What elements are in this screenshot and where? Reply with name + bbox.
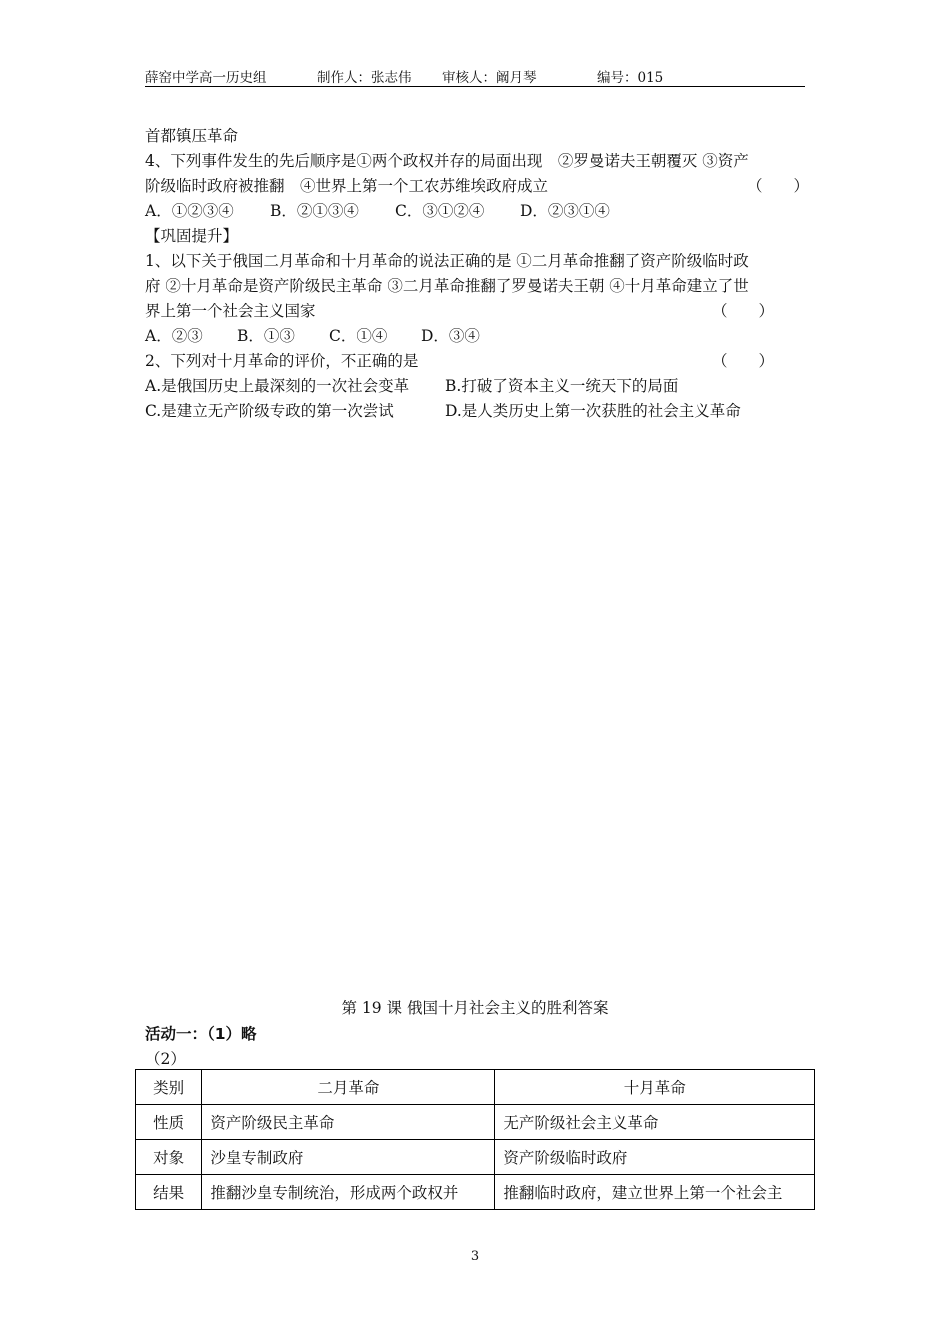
question-2-text: 2、下列对十月革命的评价，不正确的是 <box>145 352 419 370</box>
option-c: C.是建立无产阶级专政的第一次尝试 <box>145 402 394 420</box>
table-header-cell: 二月革命 <box>202 1070 495 1105</box>
activity-1-text: （1）略 <box>207 1025 257 1043</box>
question-2-options-cd <box>145 399 810 424</box>
header-maker: 制作人：张志伟 <box>317 70 412 86</box>
question-1-text: 界上第一个社会主义国家 <box>145 302 316 320</box>
question-4-line-1: 4、下列事件发生的先后顺序是①两个政权并存的局面出现 ②罗曼诺夫王朝覆灭 ③资产 <box>145 152 749 170</box>
question-1-line-1: 1、以下关于俄国二月革命和十月革命的说法正确的是 ①二月革命推翻了资产阶级临时政 <box>145 252 749 270</box>
exercise-content <box>145 124 810 424</box>
table-cell: 结果 <box>136 1175 202 1210</box>
option-b: B.打破了资本主义一统天下的局面 <box>445 377 679 395</box>
activity-1 <box>145 1022 257 1044</box>
table-cell: 推翻临时政府，建立世界上第一个社会主 <box>495 1175 815 1210</box>
question-1-line-2: 府 ②十月革命是资产阶级民主革命 ③二月革命推翻了罗曼诺夫王朝 ④十月革命建立了世 <box>145 277 749 295</box>
option-b: B．②①③④ <box>270 202 359 220</box>
section-title: 【巩固提升】 <box>145 227 239 245</box>
answer-bracket: （ ） <box>747 177 810 195</box>
table-cell: 沙皇专制政府 <box>202 1140 495 1175</box>
table-row <box>136 1175 815 1210</box>
table-cell: 性质 <box>136 1105 202 1140</box>
table-cell: 无产阶级社会主义革命 <box>495 1105 815 1140</box>
option-c: C．①④ <box>329 327 388 345</box>
table-cell: 推翻沙皇专制统治，形成两个政权并 <box>202 1175 495 1210</box>
carry-over-line: 首都镇压革命 <box>145 127 239 145</box>
question-4-line-2 <box>145 174 810 199</box>
option-d: D．②③①④ <box>520 202 610 220</box>
option-c: C．③①②④ <box>395 202 485 220</box>
table-cell: 资产阶级临时政府 <box>495 1140 815 1175</box>
page-header <box>145 64 805 87</box>
question-1-options <box>145 324 810 349</box>
comparison-table <box>135 1069 815 1210</box>
option-a: A．①②③④ <box>145 202 234 220</box>
table-header-cell: 类别 <box>136 1070 202 1105</box>
answer-bracket: （ ） <box>712 352 775 370</box>
question-2-line-1 <box>145 349 810 374</box>
table-header-row <box>136 1070 815 1105</box>
option-a: A.是俄国历史上最深刻的一次社会变革 <box>145 377 410 395</box>
answer-bracket: （ ） <box>712 302 775 320</box>
part-2-label: （2） <box>145 1050 186 1068</box>
option-a: A．②③ <box>145 327 203 345</box>
table-header-cell: 十月革命 <box>495 1070 815 1105</box>
question-4-options <box>145 199 810 224</box>
table-row <box>136 1105 815 1140</box>
question-2-options-ab <box>145 374 810 399</box>
page-number: 3 <box>470 1249 480 1264</box>
header-reviewer: 审核人：阚月琴 <box>442 70 537 86</box>
option-d: D.是人类历史上第一次获胜的社会主义革命 <box>445 402 741 420</box>
header-number: 编号：015 <box>597 70 664 86</box>
table-row <box>136 1140 815 1175</box>
question-1-line-3 <box>145 299 810 324</box>
table-cell: 资产阶级民主革命 <box>202 1105 495 1140</box>
activity-1-label: 活动一： <box>145 1025 208 1043</box>
option-d: D．③④ <box>421 327 480 345</box>
question-4-text: 阶级临时政府被推翻 ④世界上第一个工农苏维埃政府成立 <box>145 177 549 195</box>
table-cell: 对象 <box>136 1140 202 1175</box>
answer-title: 第 19 课 俄国十月社会主义的胜利答案 <box>341 999 609 1017</box>
option-b: B．①③ <box>237 327 295 345</box>
header-school: 薛窑中学高一历史组 <box>145 70 267 86</box>
